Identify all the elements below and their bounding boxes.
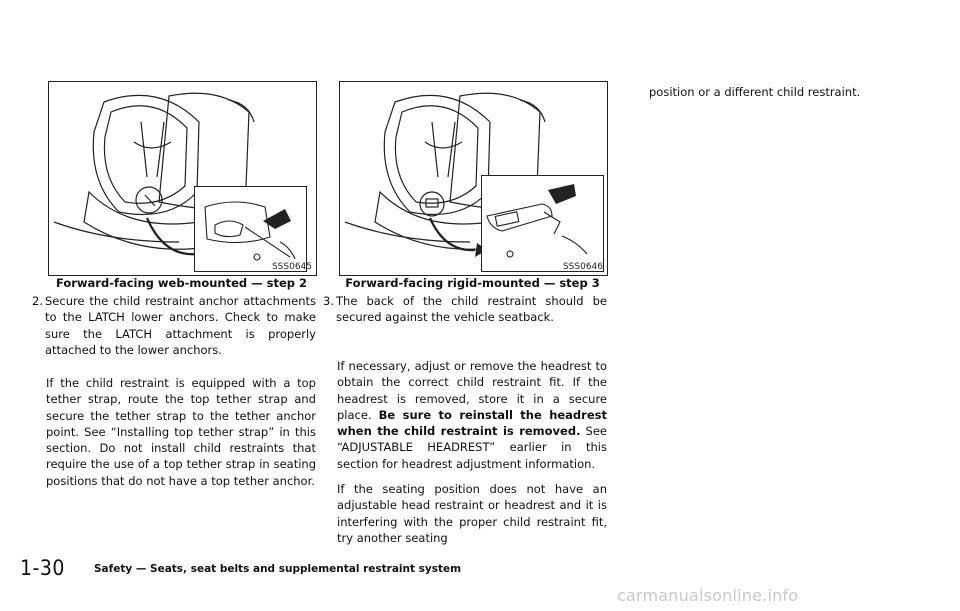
detail-inset-2: [481, 175, 604, 272]
headrest-warning: Be sure to reinstall the headrest when the child restraint is removed.: [337, 407, 607, 439]
step-text: The back of the child restraint should be secured against the vehicle seatback.: [336, 294, 607, 325]
latch-detail-illustration-2: [482, 176, 603, 271]
figure-caption: Forward-facing rigid-mounted — step 3: [345, 276, 600, 290]
paragraph-alternate-seating: If the seating position does not have an adjustable head restraint or headrest and it is interfering with the proper child restraint fit, try another seating: [337, 482, 607, 545]
paragraph-headrest: [337, 358, 607, 472]
figure-forward-facing-web-mounted: [48, 81, 317, 276]
step-number: 3.: [323, 294, 334, 308]
page-number: 1-30: [20, 556, 65, 580]
section-title: Safety — Seats, seat belts and supplemental restraint system: [94, 563, 462, 575]
figure-caption: Forward-facing web-mounted — step 2: [55, 276, 308, 290]
continuation-text: position or a different child restraint.: [649, 85, 861, 99]
step-text: Secure the child restraint anchor attachments to the LATCH lower anchors. Check to make sure the LATCH attachment is properly attached to the lower anchors.: [45, 294, 316, 357]
figure-code: SSS0646: [562, 262, 603, 272]
paragraph-top-tether: If the child restraint is equipped with a top tether strap, route the top tether strap and secure the tether strap to the tether anchor point. See “Installing top tether strap” in this section. Do not install child restraints that require the use of a top tether strap in seating positions that do not have a top tether anchor.: [46, 376, 316, 488]
detail-inset-1: [194, 186, 307, 272]
step-2: [32, 293, 316, 358]
watermark: carmanualsonline.info: [617, 586, 799, 605]
figure-forward-facing-rigid-mounted: [339, 81, 608, 276]
figure-code: SSS0645: [271, 262, 312, 272]
headrest-text: If necessary, adjust or remove the headrest to obtain the correct child restraint fit. If the headrest is removed, store it in a secure place.: [337, 359, 607, 422]
step-3: [323, 293, 607, 326]
headrest-reference: See “ADJUSTABLE HEADREST” earlier in this section for headrest adjustment information.: [337, 424, 607, 471]
step-number: 2.: [32, 294, 43, 308]
latch-detail-illustration-1: [195, 187, 306, 271]
